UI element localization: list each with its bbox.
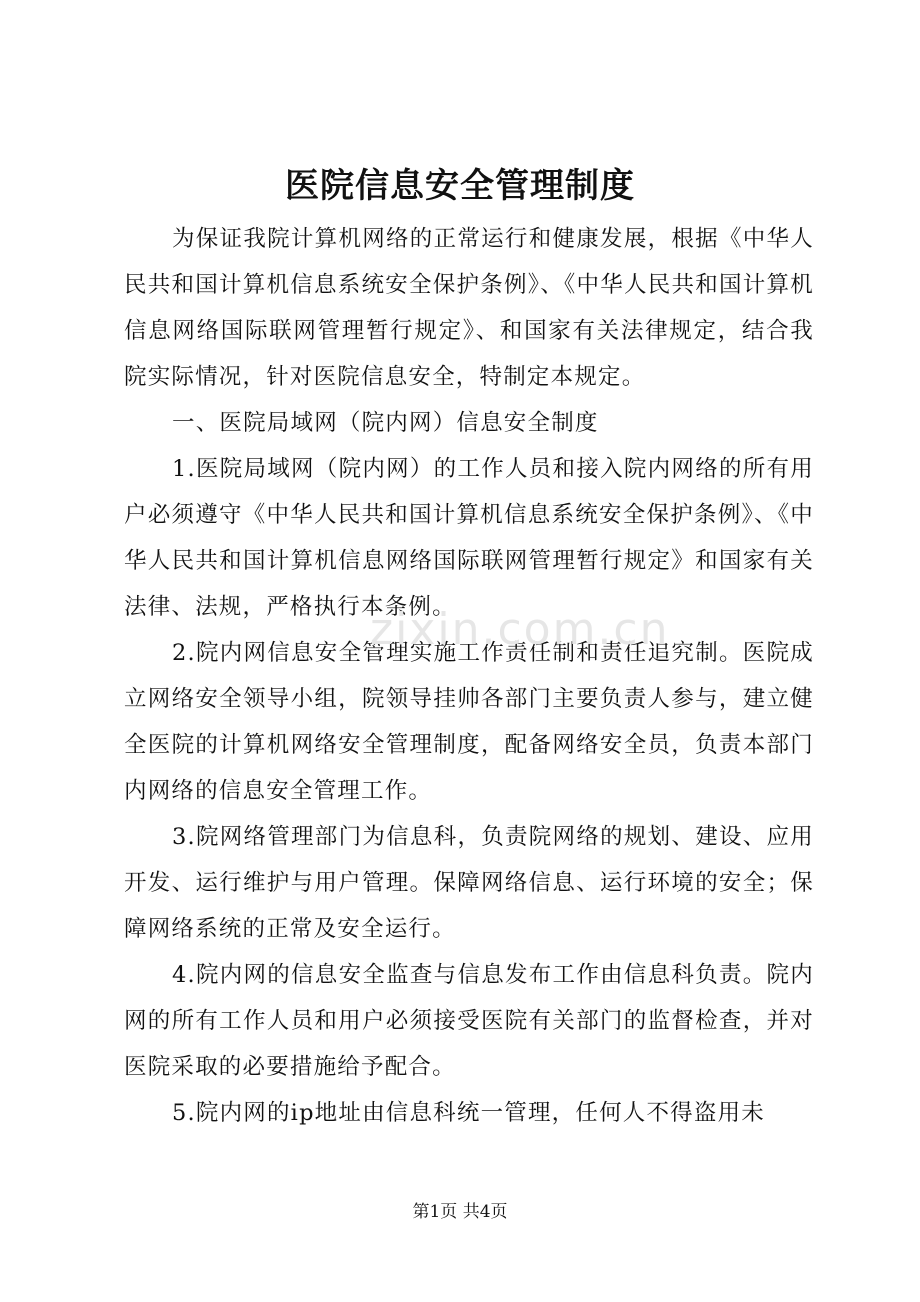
page-footer: 第1页 共4页: [412, 1202, 508, 1222]
paragraph-item-4: 4.院内网的信息安全监查与信息发布工作由信息科负责。院内网的所有工作人员和用户必须接受医院有关部门的监督检查，并对医院采取的必要措施给予配合。: [124, 962, 814, 1080]
paragraph-item-3: 3.院网络管理部门为信息科，负责院网络的规划、建设、应用开发、运行维护与用户管理。保障网络信息、运行环境的安全；保障网络系统的正常及安全运行。: [124, 824, 814, 942]
document-title: 医院信息安全管理制度: [285, 166, 635, 206]
section-heading: 一、医院局域网（院内网）信息安全制度: [172, 410, 599, 436]
document-body: [124, 216, 814, 1136]
paragraph-item-5: 5.院内网的ip地址由信息科统一管理，任何人不得盗用未: [172, 1100, 765, 1126]
paragraph-intro: 为保证我院计算机网络的正常运行和健康发展，根据《中华人民共和国计算机信息系统安全保护条例》、《中华人民共和国计算机信息网络国际联网管理暂行规定》、和国家有关法律规定，结合我院实际情况，针对医院信息安全，特制定本规定。: [124, 226, 814, 390]
paragraph-item-2: 2.院内网信息安全管理实施工作责任制和责任追究制。医院成立网络安全领导小组，院领导挂帅各部门主要负责人参与，建立健全医院的计算机网络安全管理制度，配备网络安全员，负责本部门内网络的信息安全管理工作。: [124, 640, 814, 804]
paragraph-item-1: 1.医院局域网（院内网）的工作人员和接入院内网络的所有用户必须遵守《中华人民共和国计算机信息系统安全保护条例》、《中华人民共和国计算机信息网络国际联网管理暂行规定》和国家有关法律、法规，严格执行本条例。: [124, 456, 814, 620]
watermark: zixin.com.cn: [370, 604, 670, 655]
